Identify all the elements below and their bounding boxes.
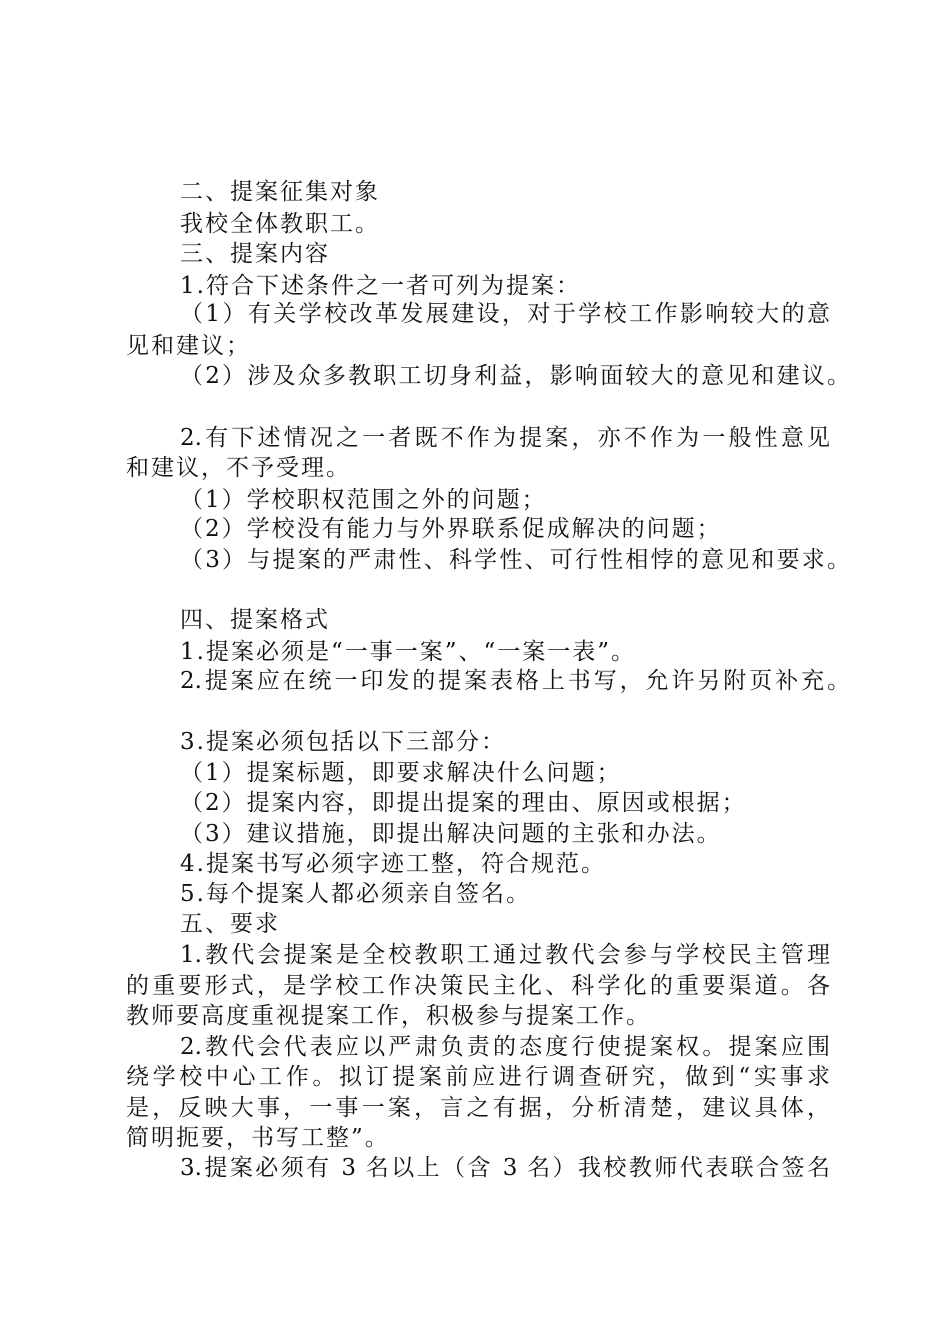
paragraph-line: （2）涉及众多教职工切身利益，影响面较大的意见和建议。 — [180, 363, 850, 389]
paragraph-line: （3）与提案的严肃性、科学性、可行性相悖的意见和要求。 — [180, 547, 850, 573]
paragraph-line: 2.提案应在统一印发的提案表格上书写，允许另附页补充。 — [180, 668, 850, 694]
paragraph-line: 3.提案必须包括以下三部分： — [180, 729, 506, 755]
paragraph-line: 2.有下述情况之一者既不作为提案，亦不作为一般性意见 — [180, 425, 830, 451]
paragraph-line: 绕学校中心工作。拟订提案前应进行调查研究，做到“实事求 — [126, 1064, 830, 1090]
paragraph-line: 2.教代会代表应以严肃负责的态度行使提案权。提案应围 — [180, 1034, 830, 1060]
paragraph-line: 教师要高度重视提案工作，积极参与提案工作。 — [126, 1003, 651, 1029]
paragraph-line: 和建议，不予受理。 — [126, 455, 351, 481]
paragraph-line: （1）提案标题，即要求解决什么问题； — [180, 760, 622, 786]
paragraph-line: 3.提案必须有 3 名以上（含 3 名）我校教师代表联合签名 — [180, 1155, 830, 1181]
paragraph-line: （3）建议措施，即提出解决问题的主张和办法。 — [180, 821, 722, 847]
paragraph-line: 1.教代会提案是全校教职工通过教代会参与学校民主管理 — [180, 942, 830, 968]
paragraph-line: （2）提案内容，即提出提案的理由、原因或根据； — [180, 790, 747, 816]
paragraph-line: 是，反映大事，一事一案，言之有据，分析清楚，建议具体， — [126, 1095, 830, 1121]
paragraph-line: 的重要形式，是学校工作决策民主化、科学化的重要渠道。各 — [126, 973, 830, 999]
paragraph-line: 5.每个提案人都必须亲自签名。 — [180, 881, 531, 907]
section-heading-3: 三、提案内容 — [180, 241, 330, 267]
section-heading-5: 五、要求 — [180, 911, 280, 937]
paragraph-line: 见和建议； — [126, 333, 251, 359]
paragraph-line: 我校全体教职工。 — [180, 211, 380, 237]
paragraph-line: 4.提案书写必须字迹工整，符合规范。 — [180, 851, 606, 877]
section-heading-4: 四、提案格式 — [180, 607, 330, 633]
paragraph-line: （1）有关学校改革发展建设，对于学校工作影响较大的意 — [180, 301, 830, 327]
paragraph-line: 1.符合下述条件之一者可列为提案： — [180, 273, 581, 299]
paragraph-line: 简明扼要，书写工整”。 — [126, 1125, 390, 1151]
section-heading-2: 二、提案征集对象 — [180, 179, 380, 205]
paragraph-line: （1）学校职权范围之外的问题； — [180, 487, 547, 513]
paragraph-line: （2）学校没有能力与外界联系促成解决的问题； — [180, 516, 722, 542]
paragraph-line: 1.提案必须是“一事一案”、“一案一表”。 — [180, 639, 636, 665]
